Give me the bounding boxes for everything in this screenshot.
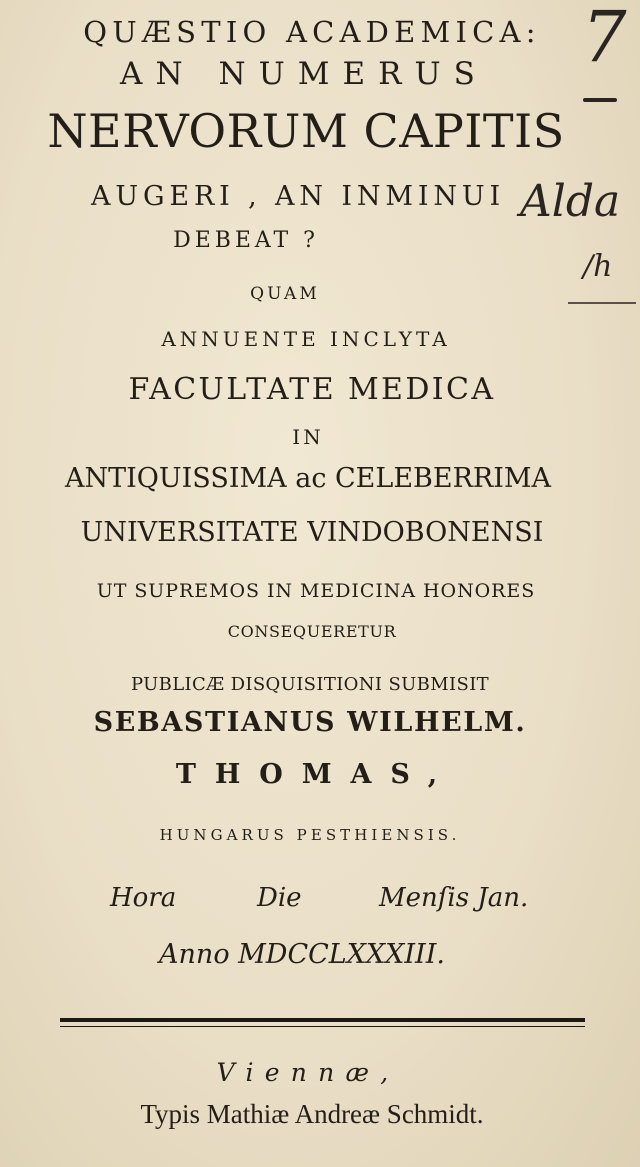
title-line-3: NERVORUM CAPITIS — [47, 104, 565, 158]
mensis-label: Menſis Jan. — [379, 883, 529, 913]
handwritten-number-annotation: 7 — [582, 0, 627, 78]
quam-line: QUAM — [250, 284, 320, 304]
consequeretur-line: CONSEQUERETUR — [227, 622, 397, 641]
anno-line: Anno MDCCLXXXIII. — [159, 939, 445, 970]
die-label: Die — [257, 883, 302, 913]
title-line-2: AN NUMERUS — [120, 56, 488, 92]
imprint-city: Viennæ, — [216, 1058, 400, 1087]
publicae-line: PUBLICÆ DISQUISITIONI SUBMISIT — [130, 674, 490, 695]
handwritten-signature: Alda — [520, 176, 621, 227]
antiquissima-line: ANTIQUISSIMA ac CELEBERRIMA — [64, 463, 552, 494]
handwritten-underline — [583, 98, 617, 102]
author-name: SEBASTIANUS WILHELM. — [93, 707, 527, 738]
title-line-4: AUGERI , AN INMINUI — [91, 181, 505, 212]
thin-rule — [60, 1026, 585, 1027]
in-line: IN — [292, 425, 324, 449]
facultate-line: FACULTATE MEDICA — [128, 372, 496, 407]
author-surname: THOMAS, — [175, 759, 457, 790]
hora-label: Hora — [110, 883, 177, 913]
annuente-line: ANNUENTE INCLYTA — [161, 327, 451, 351]
handwritten-mark: /h — [583, 249, 613, 284]
thick-rule — [60, 1018, 585, 1022]
title-line-1: QUÆSTIO ACADEMICA: — [83, 15, 541, 49]
author-origin: HUNGARUS PESTHIENSIS. — [159, 826, 461, 844]
universitate-line: UNIVERSITATE VINDOBONENSI — [80, 517, 544, 548]
ut-line: UT SUPREMOS IN MEDICINA HONORES — [96, 580, 536, 602]
imprint-printer: Typis Mathiæ Andreæ Schmidt. — [140, 1099, 484, 1129]
title-line-5: DEBEAT ? — [173, 228, 319, 253]
